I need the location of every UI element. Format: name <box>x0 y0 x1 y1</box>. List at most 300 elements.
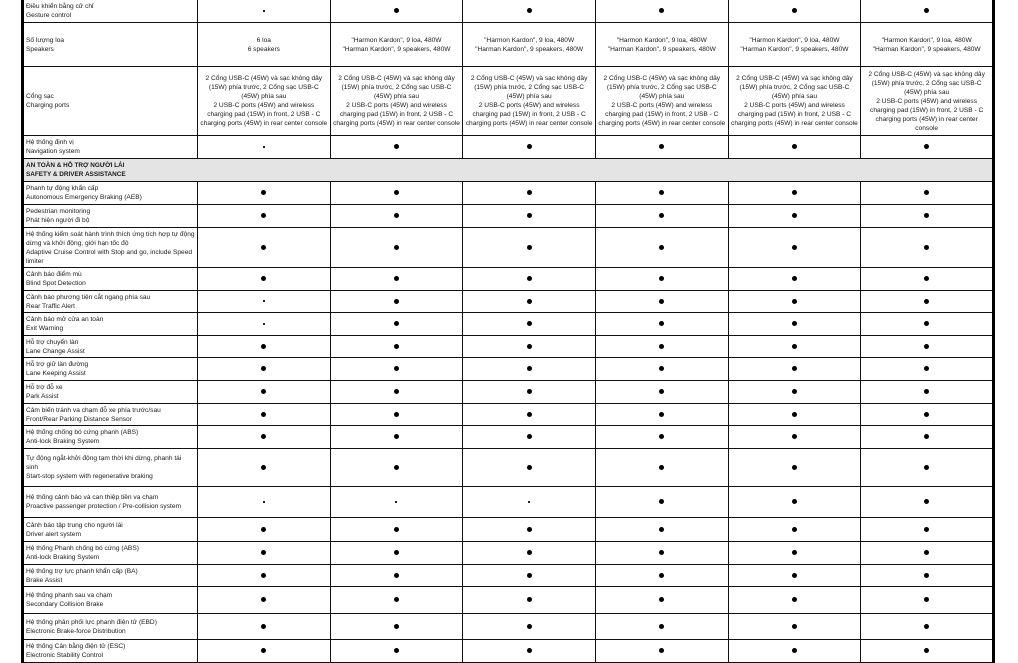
available-dot-icon <box>659 527 664 532</box>
value-cell-variant-6 <box>861 291 994 313</box>
value-text: 2 Cổng USB-C (45W) và sạc không dây (15W) phía trước, 2 Cổng sạc USB-C (45W) phía sau <box>470 75 588 100</box>
available-dot-icon <box>527 276 532 281</box>
value-text: 2 Cổng USB-C (45W) và sạc không dây (15W) phía trước, 2 Cổng sạc USB-C (45W) phía sau <box>603 75 721 100</box>
spec-row-secondary-collision-brake <box>23 587 994 614</box>
value-cell-variant-3 <box>463 404 596 426</box>
feature-label <box>23 228 198 268</box>
value-cell-variant-5 <box>728 23 861 67</box>
value-cell-variant-6 <box>861 404 994 426</box>
value-cell-variant-5 <box>728 291 861 313</box>
value-cell-variant-6 <box>861 381 994 404</box>
available-dot-icon <box>659 299 664 304</box>
value-cell-variant-5 <box>728 614 861 640</box>
value-cell-variant-2 <box>330 228 463 268</box>
available-dot-icon <box>924 366 929 371</box>
available-dot-icon <box>792 412 797 417</box>
value-cell-variant-4 <box>595 565 728 587</box>
value-cell-variant-6 <box>861 336 994 358</box>
value-cell-variant-1 <box>198 136 331 159</box>
feature-label-en: Charging ports <box>26 102 70 109</box>
value-cell-variant-2 <box>330 358 463 381</box>
not-available-dash-icon <box>395 501 397 503</box>
value-cell-variant-2 <box>330 268 463 291</box>
value-cell-variant-3 <box>463 313 596 336</box>
not-available-dash-icon <box>263 10 265 12</box>
value-cell-variant-1 <box>198 449 331 487</box>
feature-label <box>23 67 198 136</box>
available-dot-icon <box>527 624 532 629</box>
value-cell-variant-5 <box>728 228 861 268</box>
available-dot-icon <box>261 366 266 371</box>
value-cell-variant-5 <box>728 518 861 542</box>
value-cell-variant-6 <box>861 136 994 159</box>
value-cell-variant-5 <box>728 0 861 23</box>
value-text: 2 USB-C ports (45W) and wireless charging pad (15W) in front, 2 USB - C charging ports (45W) in rear center console <box>731 102 858 127</box>
available-dot-icon <box>527 412 532 417</box>
feature-label <box>23 136 198 159</box>
section-title-en: SAFETY & DRIVER ASSISTANCE <box>26 171 126 178</box>
feature-label <box>23 587 198 614</box>
feature-label <box>23 640 198 663</box>
available-dot-icon <box>394 144 399 149</box>
available-dot-icon <box>527 597 532 602</box>
available-dot-icon <box>924 434 929 439</box>
value-cell-variant-3 <box>463 336 596 358</box>
value-cell-variant-3 <box>463 518 596 542</box>
available-dot-icon <box>659 573 664 578</box>
available-dot-icon <box>261 573 266 578</box>
available-dot-icon <box>924 412 929 417</box>
available-dot-icon <box>527 573 532 578</box>
value-cell-variant-1 <box>198 182 331 205</box>
value-cell-variant-4 <box>595 313 728 336</box>
spec-row-exit-warning <box>23 313 994 336</box>
value-cell-variant-6 <box>861 640 994 663</box>
spec-row-anti-lock-braking-system <box>23 426 994 449</box>
available-dot-icon <box>659 245 664 250</box>
available-dot-icon <box>394 344 399 349</box>
not-available-dash-icon <box>263 300 265 302</box>
value-cell-variant-4 <box>595 136 728 159</box>
value-cell-variant-3 <box>463 614 596 640</box>
available-dot-icon <box>261 434 266 439</box>
value-cell-variant-6 <box>861 0 994 23</box>
spec-row-gesture-control <box>23 0 994 23</box>
spec-row-front-rear-parking-distance-sensor <box>23 404 994 426</box>
value-cell-variant-3 <box>463 228 596 268</box>
feature-label <box>23 291 198 313</box>
available-dot-icon <box>659 8 664 13</box>
feature-label-vi: Tự động ngắt-khởi động tạm thời khi dừng, phanh tái sinh <box>26 455 182 471</box>
spec-row-driver-alert-system <box>23 518 994 542</box>
available-dot-icon <box>792 499 797 504</box>
value-cell-variant-5 <box>728 268 861 291</box>
available-dot-icon <box>792 389 797 394</box>
available-dot-icon <box>924 499 929 504</box>
available-dot-icon <box>792 573 797 578</box>
value-text: "Harman Kardon", 9 speakers, 480W <box>872 45 981 53</box>
value-cell-variant-2 <box>330 640 463 663</box>
value-text: "Harmon Kardon", 9 loa, 480W <box>749 36 840 44</box>
value-cell-variant-6 <box>861 205 994 228</box>
value-cell-variant-2 <box>330 614 463 640</box>
value-cell-variant-4 <box>595 640 728 663</box>
spec-row-speakers <box>23 23 994 67</box>
available-dot-icon <box>394 366 399 371</box>
available-dot-icon <box>924 648 929 653</box>
available-dot-icon <box>394 550 399 555</box>
available-dot-icon <box>261 597 266 602</box>
available-dot-icon <box>261 550 266 555</box>
feature-label <box>23 182 198 205</box>
value-text: 2 USB-C ports (45W) and wireless charging pad (15W) in front, 2 USB - C charging ports (45W) in rear center console <box>598 102 726 127</box>
value-cell-variant-3 <box>463 565 596 587</box>
available-dot-icon <box>792 190 797 195</box>
section-title <box>23 159 994 182</box>
value-cell-variant-1 <box>198 587 331 614</box>
value-cell-variant-5 <box>728 182 861 205</box>
value-cell-variant-5 <box>728 336 861 358</box>
available-dot-icon <box>261 624 266 629</box>
available-dot-icon <box>527 527 532 532</box>
feature-label-en: Anti-lock Braking System <box>26 554 100 561</box>
feature-label-vi: Phanh tự động khẩn cấp <box>26 185 99 192</box>
value-cell-variant-4 <box>595 487 728 518</box>
value-cell-variant-2 <box>330 404 463 426</box>
value-cell-variant-4 <box>595 614 728 640</box>
available-dot-icon <box>659 190 664 195</box>
available-dot-icon <box>394 389 399 394</box>
value-cell-variant-2 <box>330 67 463 136</box>
available-dot-icon <box>394 648 399 653</box>
available-dot-icon <box>394 299 399 304</box>
available-dot-icon <box>924 321 929 326</box>
value-cell-variant-6 <box>861 614 994 640</box>
feature-label-vi: Hỗ trợ đỗ xe <box>26 384 63 391</box>
feature-label <box>23 565 198 587</box>
value-cell-variant-2 <box>330 587 463 614</box>
feature-label-en: Brake Assist <box>26 576 63 584</box>
value-text: 2 USB-C ports (45W) and wireless charging pad (15W) in front, 2 USB - C charging ports (45W) in rear center console <box>870 97 984 132</box>
available-dot-icon <box>792 144 797 149</box>
available-dot-icon <box>261 344 266 349</box>
value-cell-variant-5 <box>728 381 861 404</box>
available-dot-icon <box>394 597 399 602</box>
value-text: 6 loa <box>256 36 271 44</box>
available-dot-icon <box>261 389 266 394</box>
value-cell-variant-6 <box>861 487 994 518</box>
spec-row-park-assist <box>23 381 994 404</box>
feature-label-vi: Hỗ trợ chuyển làn <box>26 338 79 346</box>
value-cell-variant-2 <box>330 449 463 487</box>
available-dot-icon <box>659 366 664 371</box>
feature-label-vi: Cảm biến tránh va chạm đỗ xe phía trước/sau <box>26 406 161 414</box>
value-cell-variant-5 <box>728 358 861 381</box>
value-cell-variant-5 <box>728 426 861 449</box>
feature-label-vi: Hệ thống kiểm soát hành trình thích ứng tích hợp tự động dừng và khởi động, giới hạn tốc độ <box>26 230 195 247</box>
value-cell-variant-2 <box>330 381 463 404</box>
available-dot-icon <box>394 8 399 13</box>
available-dot-icon <box>527 190 532 195</box>
available-dot-icon <box>261 412 266 417</box>
value-text: 6 speakers <box>247 45 280 53</box>
available-dot-icon <box>394 321 399 326</box>
feature-label-en: Speakers <box>26 45 54 53</box>
available-dot-icon <box>394 465 399 470</box>
available-dot-icon <box>394 624 399 629</box>
value-cell-variant-2 <box>330 0 463 23</box>
value-cell-variant-3 <box>463 67 596 136</box>
value-cell-variant-6 <box>861 358 994 381</box>
value-text: "Harmon Kardon", 9 loa, 480W <box>881 36 972 44</box>
available-dot-icon <box>394 213 399 218</box>
value-cell-variant-6 <box>861 67 994 136</box>
feature-label-vi: Hệ thống trợ lực phanh khẩn cấp (BA) <box>26 567 138 575</box>
value-cell-variant-1 <box>198 313 331 336</box>
available-dot-icon <box>792 550 797 555</box>
value-cell-variant-6 <box>861 542 994 565</box>
feature-label-en: Electronic Brake-force Distribution <box>26 627 126 635</box>
spec-row-navigation-system <box>23 136 994 159</box>
available-dot-icon <box>659 465 664 470</box>
available-dot-icon <box>261 213 266 218</box>
feature-label-vi: Hệ thống phanh sau va chạm <box>26 592 113 599</box>
value-cell-variant-1 <box>198 0 331 23</box>
available-dot-icon <box>527 366 532 371</box>
value-cell-variant-6 <box>861 518 994 542</box>
value-cell-variant-4 <box>595 23 728 67</box>
available-dot-icon <box>261 190 266 195</box>
available-dot-icon <box>659 597 664 602</box>
value-cell-variant-4 <box>595 426 728 449</box>
value-cell-variant-5 <box>728 313 861 336</box>
spec-row-anti-lock-braking-system <box>23 542 994 565</box>
available-dot-icon <box>792 321 797 326</box>
available-dot-icon <box>924 573 929 578</box>
available-dot-icon <box>924 344 929 349</box>
available-dot-icon <box>659 344 664 349</box>
not-available-dash-icon <box>263 323 265 325</box>
value-cell-variant-6 <box>861 587 994 614</box>
value-cell-variant-2 <box>330 426 463 449</box>
feature-label-en: Phát hiện người đi bộ <box>26 217 90 224</box>
available-dot-icon <box>527 344 532 349</box>
available-dot-icon <box>527 299 532 304</box>
feature-label-en: Autonomous Emergency Braking (AEB) <box>26 194 142 201</box>
section-header-safety <box>23 159 994 182</box>
value-cell-variant-3 <box>463 205 596 228</box>
spec-row-proactive-passenger-protection-pre-collision-system <box>23 487 994 518</box>
value-cell-variant-4 <box>595 336 728 358</box>
feature-label-vi: Cảnh báo phương tiện cắt ngang phía sau <box>26 293 151 301</box>
feature-label-vi: Số lượng loa <box>26 36 65 44</box>
value-cell-variant-1 <box>198 426 331 449</box>
available-dot-icon <box>924 389 929 394</box>
not-available-dash-icon <box>528 501 530 503</box>
available-dot-icon <box>792 213 797 218</box>
value-cell-variant-5 <box>728 542 861 565</box>
value-cell-variant-3 <box>463 449 596 487</box>
feature-label-vi: Điều khiển bằng cử chỉ <box>26 3 94 10</box>
feature-label-en: Gesture control <box>26 12 72 19</box>
value-cell-variant-3 <box>463 23 596 67</box>
value-cell-variant-1 <box>198 358 331 381</box>
feature-label-en: Anti-lock Braking System <box>26 438 100 445</box>
not-available-dash-icon <box>263 146 265 148</box>
available-dot-icon <box>527 245 532 250</box>
available-dot-icon <box>924 624 929 629</box>
feature-label-en: Driver alert system <box>26 530 81 538</box>
value-cell-variant-4 <box>595 518 728 542</box>
feature-label-en: Blind Spot Detection <box>26 280 86 287</box>
value-cell-variant-1 <box>198 518 331 542</box>
spec-table <box>21 0 995 663</box>
available-dot-icon <box>394 412 399 417</box>
available-dot-icon <box>394 573 399 578</box>
value-text: "Harmon Kardon", 9 loa, 480W <box>616 36 707 44</box>
value-text: 2 USB-C ports (45W) and wireless charging pad (15W) in front, 2 USB - C charging ports (45W) in rear center console <box>200 102 328 127</box>
value-cell-variant-4 <box>595 228 728 268</box>
feature-label <box>23 404 198 426</box>
feature-label <box>23 23 198 67</box>
value-cell-variant-1 <box>198 205 331 228</box>
available-dot-icon <box>792 366 797 371</box>
available-dot-icon <box>924 597 929 602</box>
value-cell-variant-4 <box>595 587 728 614</box>
not-available-dash-icon <box>263 501 265 503</box>
feature-label-en: Exit Warning <box>26 325 64 332</box>
value-cell-variant-3 <box>463 268 596 291</box>
available-dot-icon <box>792 434 797 439</box>
available-dot-icon <box>261 648 266 653</box>
value-cell-variant-6 <box>861 182 994 205</box>
feature-label <box>23 381 198 404</box>
available-dot-icon <box>527 144 532 149</box>
value-cell-variant-3 <box>463 358 596 381</box>
feature-label-en: Secondary Collision Brake <box>26 601 104 608</box>
available-dot-icon <box>792 299 797 304</box>
value-text: 2 USB-C ports (45W) and wireless charging pad (15W) in front, 2 USB - C charging ports (45W) in rear center console <box>333 102 460 127</box>
available-dot-icon <box>792 245 797 250</box>
feature-label-vi: Hệ thống chống bó cứng phanh (ABS) <box>26 429 139 436</box>
value-cell-variant-3 <box>463 0 596 23</box>
value-cell-variant-4 <box>595 358 728 381</box>
available-dot-icon <box>659 624 664 629</box>
available-dot-icon <box>792 597 797 602</box>
value-cell-variant-2 <box>330 205 463 228</box>
value-text: 2 Cổng USB-C (45W) và sạc không dây (15W) phía trước, 2 Cổng sạc USB-C (45W) phía sau <box>736 75 853 100</box>
value-cell-variant-5 <box>728 136 861 159</box>
available-dot-icon <box>659 389 664 394</box>
value-cell-variant-3 <box>463 136 596 159</box>
available-dot-icon <box>924 190 929 195</box>
value-text: "Harmon Kardon", 9 loa, 480W <box>484 36 575 44</box>
value-cell-variant-4 <box>595 404 728 426</box>
feature-label-vi: Cảnh báo mở cửa an toàn <box>26 316 104 323</box>
available-dot-icon <box>394 276 399 281</box>
value-cell-variant-1 <box>198 565 331 587</box>
value-cell-variant-2 <box>330 542 463 565</box>
feature-label <box>23 268 198 291</box>
spec-row-rear-traffic-alert <box>23 291 994 313</box>
value-text: 2 Cổng USB-C (45W) và sạc không dây (15W) phía trước, 2 Cổng sạc USB-C (45W) phía sau <box>338 75 455 100</box>
value-cell-variant-3 <box>463 291 596 313</box>
available-dot-icon <box>527 213 532 218</box>
value-cell-variant-5 <box>728 565 861 587</box>
available-dot-icon <box>659 499 664 504</box>
value-cell-variant-5 <box>728 449 861 487</box>
value-cell-variant-2 <box>330 23 463 67</box>
feature-label-en: Start-stop system with regenerative braking <box>26 473 153 480</box>
spec-row-adaptive-cruise-control-with-stop-and-go-include-speed-limiter <box>23 228 994 268</box>
available-dot-icon <box>792 344 797 349</box>
value-cell-variant-3 <box>463 426 596 449</box>
available-dot-icon <box>659 412 664 417</box>
value-text: "Harman Kardon", 9 speakers, 480W <box>342 45 451 53</box>
available-dot-icon <box>527 550 532 555</box>
available-dot-icon <box>527 434 532 439</box>
value-cell-variant-2 <box>330 565 463 587</box>
available-dot-icon <box>924 245 929 250</box>
value-cell-variant-2 <box>330 136 463 159</box>
value-cell-variant-4 <box>595 291 728 313</box>
value-cell-variant-3 <box>463 381 596 404</box>
feature-label <box>23 0 198 23</box>
value-cell-variant-6 <box>861 268 994 291</box>
feature-label-vi: Cổng sạc <box>26 93 54 100</box>
available-dot-icon <box>924 299 929 304</box>
spec-row-electronic-stability-control <box>23 640 994 663</box>
available-dot-icon <box>792 527 797 532</box>
feature-label-en: Front/Rear Parking Distance Sensor <box>26 415 132 423</box>
value-text: 2 Cổng USB-C (45W) và sạc không dây (15W) phía trước, 2 Cổng sạc USB-C (45W) phía sau <box>868 70 985 96</box>
spec-row-blind-spot-detection <box>23 268 994 291</box>
spec-row-brake-assist <box>23 565 994 587</box>
feature-label-vi: Pedestrian monitoring <box>26 208 91 215</box>
value-cell-variant-1 <box>198 614 331 640</box>
feature-label <box>23 205 198 228</box>
value-cell-variant-1 <box>198 291 331 313</box>
available-dot-icon <box>924 213 929 218</box>
available-dot-icon <box>527 389 532 394</box>
feature-label-en: Navigation system <box>26 148 80 155</box>
feature-label <box>23 542 198 565</box>
available-dot-icon <box>394 527 399 532</box>
feature-label-vi: Hệ thống cảnh báo và can thiệp tiền va chạm <box>26 494 159 501</box>
value-cell-variant-4 <box>595 381 728 404</box>
available-dot-icon <box>527 465 532 470</box>
value-cell-variant-3 <box>463 640 596 663</box>
value-cell-variant-4 <box>595 0 728 23</box>
value-cell-variant-6 <box>861 23 994 67</box>
available-dot-icon <box>261 527 266 532</box>
available-dot-icon <box>659 550 664 555</box>
available-dot-icon <box>792 8 797 13</box>
feature-label-vi: Cảnh báo tập trung cho người lái <box>26 521 123 529</box>
spec-row-electronic-brake-force-distribution <box>23 614 994 640</box>
available-dot-icon <box>394 190 399 195</box>
value-cell-variant-5 <box>728 640 861 663</box>
value-cell-variant-6 <box>861 449 994 487</box>
value-text: "Harman Kardon", 9 speakers, 480W <box>740 45 849 53</box>
available-dot-icon <box>924 144 929 149</box>
feature-label <box>23 426 198 449</box>
value-cell-variant-1 <box>198 404 331 426</box>
feature-label <box>23 487 198 518</box>
value-text: "Harman Kardon", 9 speakers, 480W <box>607 45 716 53</box>
available-dot-icon <box>659 321 664 326</box>
value-cell-variant-5 <box>728 487 861 518</box>
